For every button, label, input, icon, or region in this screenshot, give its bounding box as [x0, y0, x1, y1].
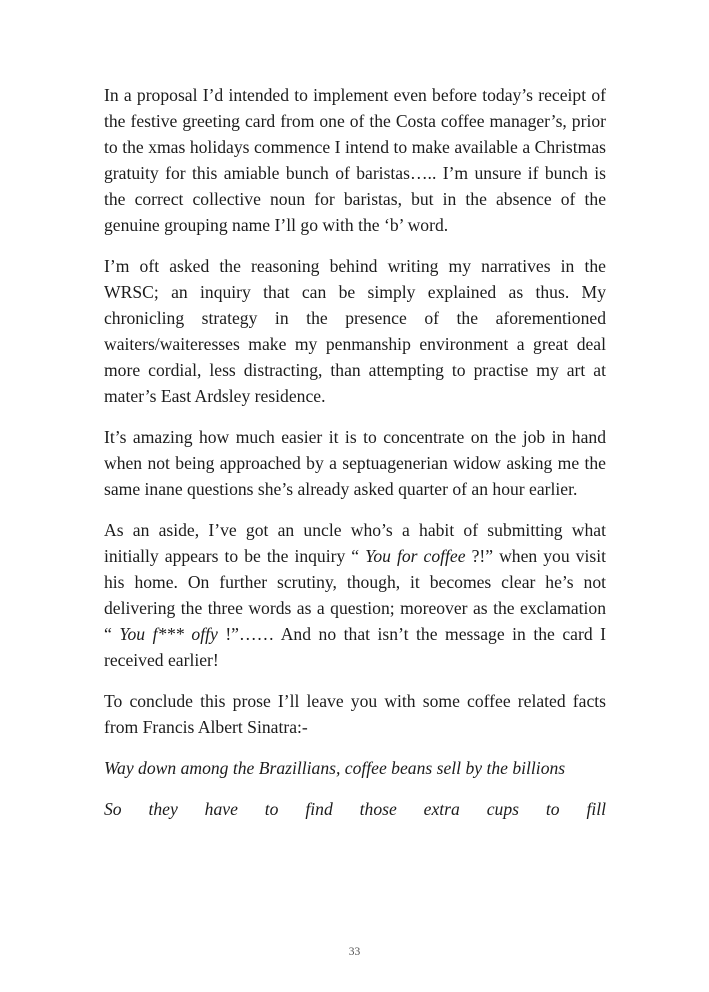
- text-segment: It’s amazing how much easier it is to concentrate on the job in hand when not being approached by a septuagenerian widow asking me the same inane questions she’s already asked quarter of an hour earlier.: [104, 427, 606, 499]
- paragraph-reasoning: [104, 253, 606, 409]
- italic-text-segment: You for coffee: [365, 546, 472, 566]
- text-segment: I’m oft asked the reasoning behind writing my narratives in the WRSC; an inquiry that can be simply explained as thus. My chronicling strategy in the presence of the aforementioned waiters/waiteresses make my penmanship environment a great deal more cordial, less distracting, than attempting to practise my art at mater’s East Ardsley residence.: [104, 256, 606, 406]
- text-segment: In a proposal I’d intended to implement even before today’s receipt of the festive greeting card from one of the Costa coffee manager’s, prior to the xmas holidays commence I intend to make available a Christmas gratuity for this amiable bunch of baristas….. I’m unsure if bunch is the correct collective noun for baristas, but in the absence of the genuine grouping name I’ll go with the ‘b’ word.: [104, 85, 606, 235]
- italic-text-segment: You f*** offy: [119, 624, 226, 644]
- paragraph-proposal: [104, 82, 606, 238]
- page-number: 33: [348, 946, 361, 958]
- text-segment: To conclude this prose I’ll leave you with some coffee related facts from Francis Albert Sinatra:-: [104, 691, 606, 737]
- page-content: [104, 82, 606, 837]
- paragraph-conclude: [104, 688, 606, 740]
- text-segment: !”…… And no that isn’t the message in the card I received earlier!: [104, 624, 606, 670]
- italic-text-segment: Way down among the Brazillians, coffee beans sell by the billions: [104, 758, 566, 778]
- paragraph-uncle: [104, 517, 606, 673]
- italic-text-segment: So they have to find those extra cups to fill: [104, 799, 606, 819]
- paragraph-concentrate: [104, 424, 606, 502]
- paragraph-sinatra-quote-2: [104, 796, 606, 822]
- text-segment: As an aside, I’ve got an uncle who’s a habit of submitting what initially appears to be the inquiry “: [104, 520, 606, 566]
- paragraph-sinatra-quote-1: [104, 755, 606, 781]
- text-segment: ?!” when you visit his home. On further scrutiny, though, it becomes clear he’s not delivering the three words as a question; moreover as the exclamation “: [104, 546, 606, 644]
